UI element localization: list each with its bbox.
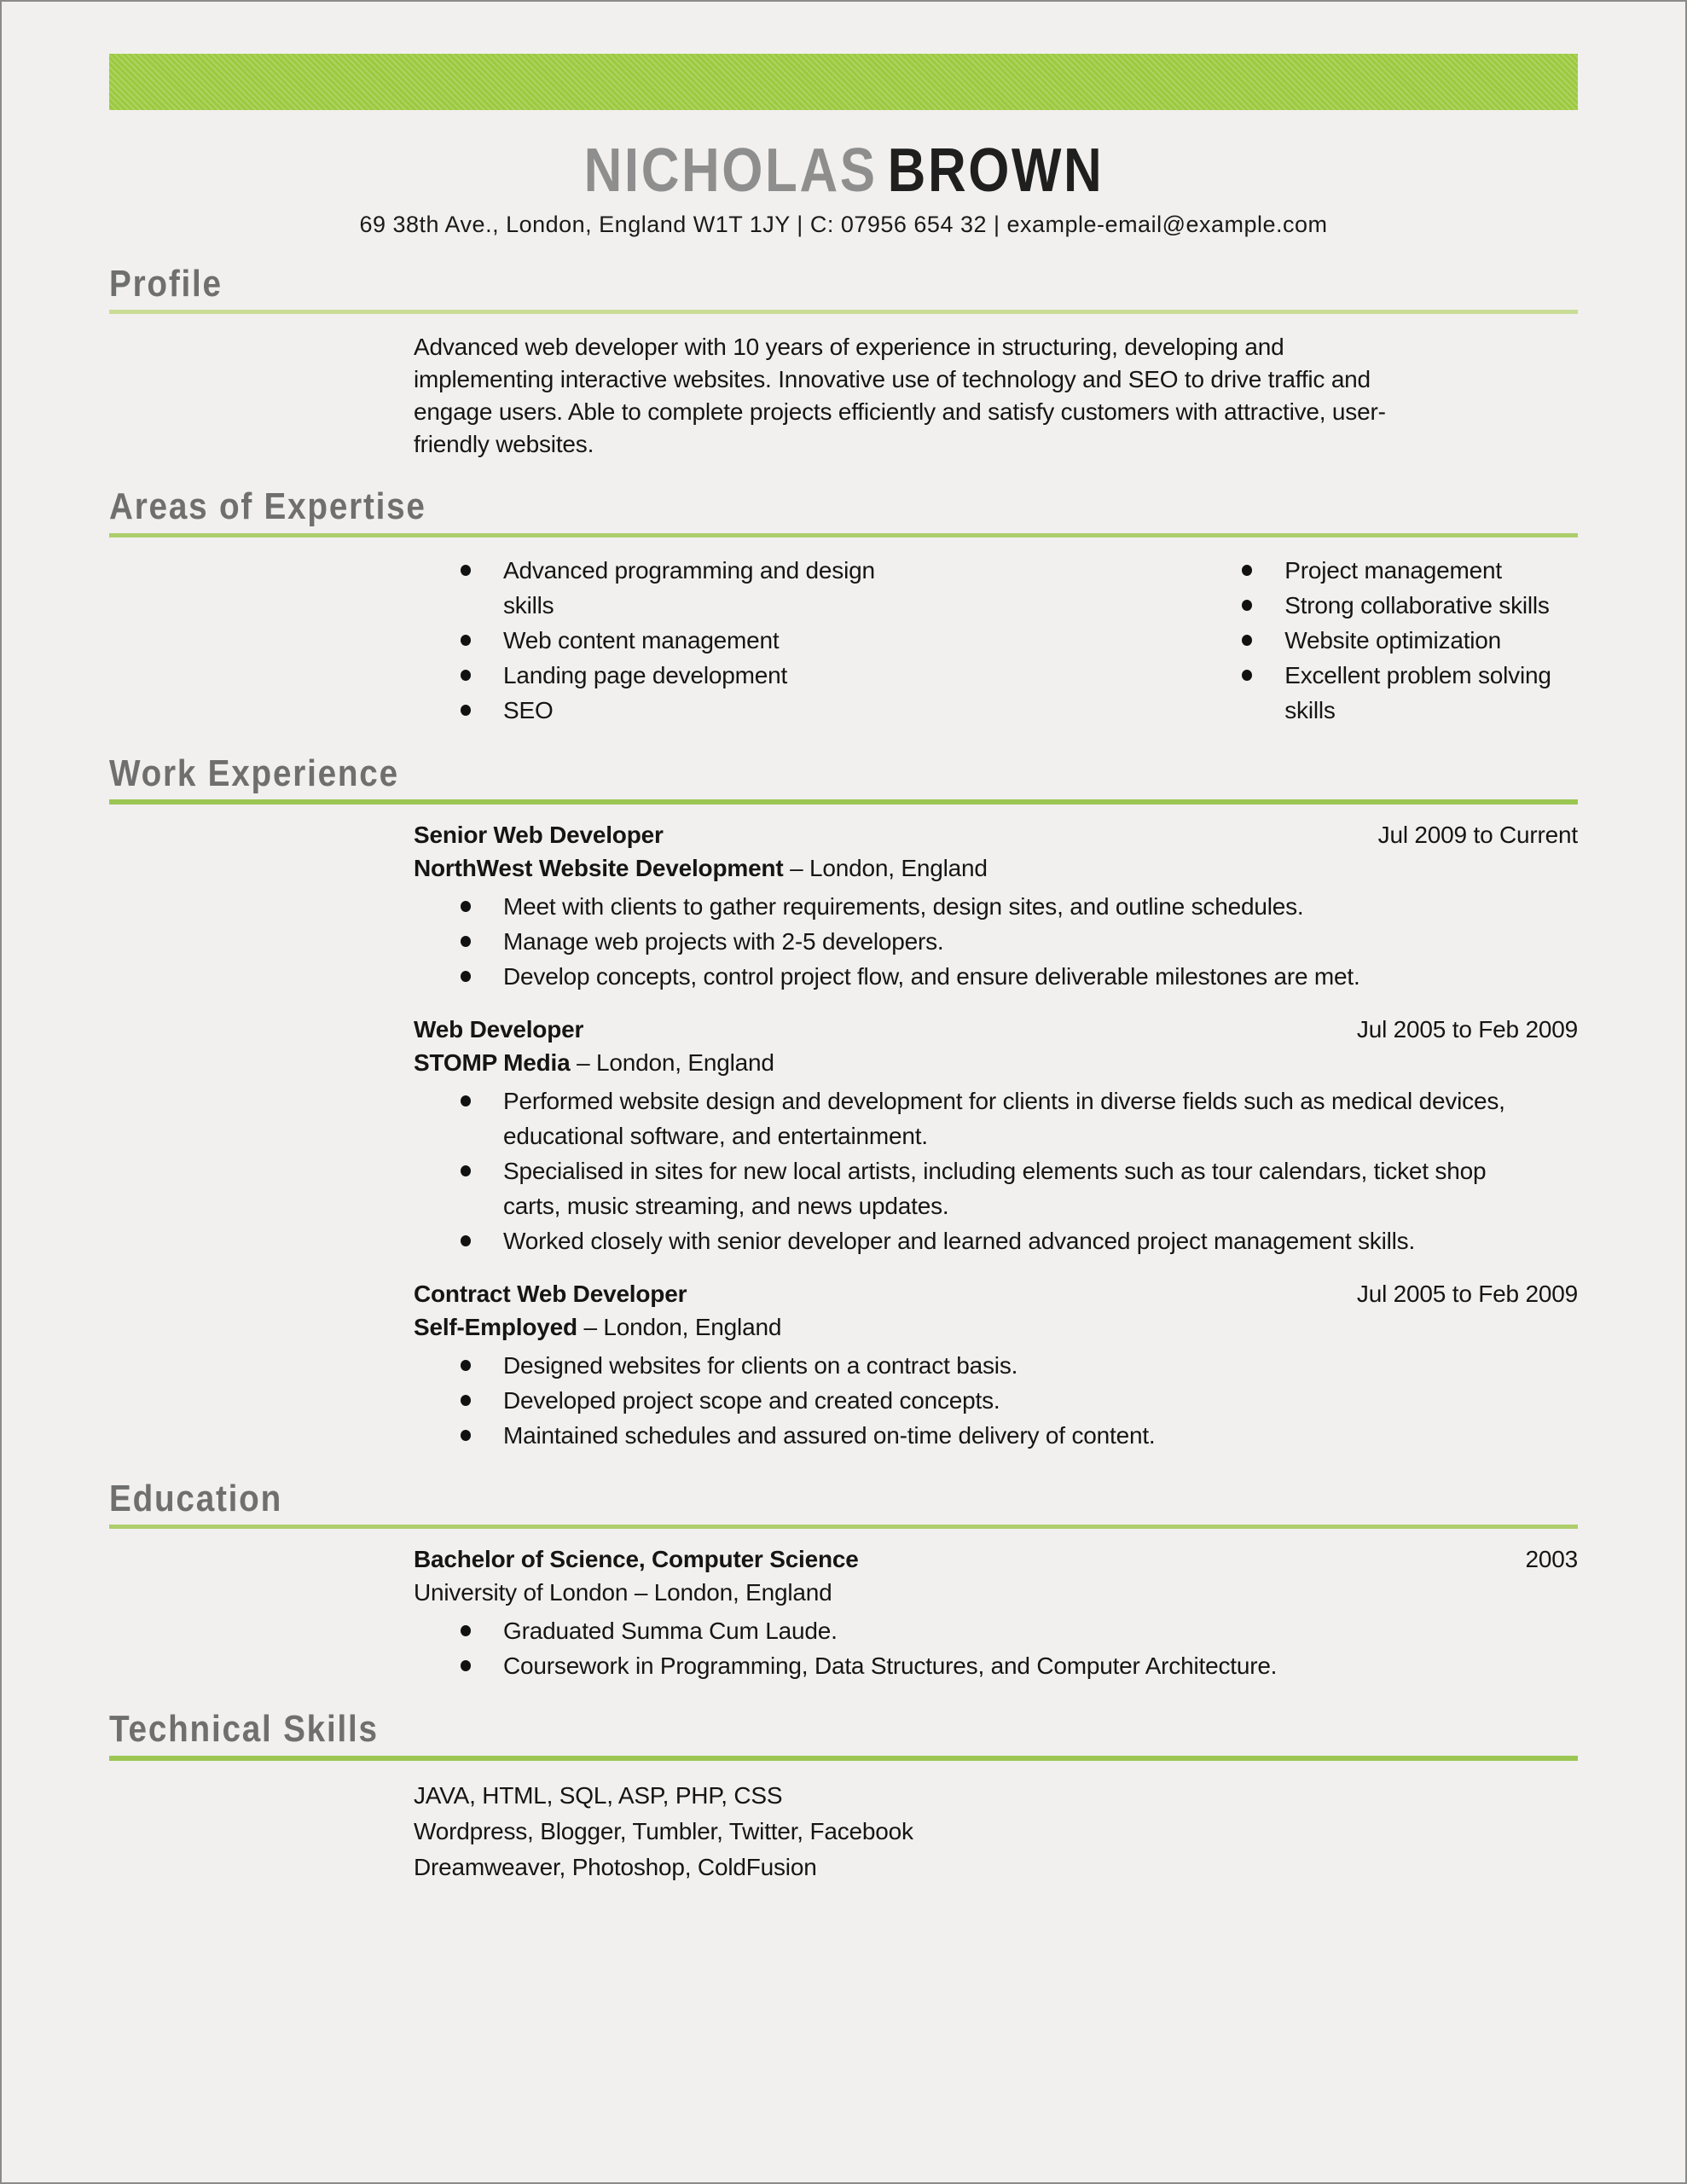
job-bullet-list <box>461 889 1578 994</box>
bullet-icon <box>461 670 471 681</box>
job-company-line <box>414 1314 1578 1341</box>
skills-line: Wordpress, Blogger, Tumbler, Twitter, Facebook <box>414 1817 913 1844</box>
list-item: Graduated Summa Cum Laude. <box>461 1613 1578 1648</box>
education-header <box>414 1546 1578 1573</box>
section-profile <box>109 264 1578 461</box>
section-expertise <box>109 486 1578 727</box>
education-title: Education <box>109 1477 283 1519</box>
contact-line: 69 38th Ave., London, England W1T 1JY | C: 07956 654 32 | example-email@example.com <box>359 211 1328 237</box>
job-entry <box>109 822 1578 994</box>
job-dates: Jul 2009 to Current <box>1377 821 1578 848</box>
list-item: Manage web projects with 2-5 developers. <box>461 924 1578 959</box>
list-item: Maintained schedules and assured on-time delivery of content. <box>461 1418 1578 1453</box>
skills-line: Dreamweaver, Photoshop, ColdFusion <box>414 1853 817 1880</box>
resume-content <box>2 54 1685 1885</box>
job-dates: Jul 2005 to Feb 2009 <box>1356 1280 1578 1307</box>
education-entry <box>109 1546 1578 1683</box>
job-company-line <box>414 1049 1578 1077</box>
skills-line: JAVA, HTML, SQL, ASP, PHP, CSS <box>414 1781 783 1809</box>
job-role: Contract Web Developer <box>414 1280 687 1307</box>
candidate-name <box>109 136 1578 206</box>
profile-rule <box>109 310 1578 314</box>
job-role: Web Developer <box>414 1015 584 1043</box>
job-location: – London, England <box>583 1313 782 1340</box>
bullet-icon <box>461 1395 471 1406</box>
job-dates: Jul 2005 to Feb 2009 <box>1356 1015 1578 1043</box>
section-work-experience <box>109 753 1578 1453</box>
list-item: Specialised in sites for new local artists, including elements such as tour calendars, ticket shop carts, music streaming, and news updates. <box>461 1153 1578 1223</box>
bullet-icon <box>461 1235 471 1246</box>
bullet-icon <box>461 901 471 912</box>
candidate-last-name: BROWN <box>887 136 1104 205</box>
section-education <box>109 1478 1578 1683</box>
list-item: Website optimization <box>1242 623 1578 658</box>
job-bullet-list <box>461 1348 1578 1453</box>
job-company-line <box>414 855 1578 882</box>
list-item: Strong collaborative skills <box>1242 588 1578 623</box>
work-experience-title: Work Experience <box>109 752 399 794</box>
expertise-list-left <box>461 553 890 728</box>
bullet-icon <box>1242 635 1252 646</box>
list-item: Developed project scope and created concepts. <box>461 1383 1578 1418</box>
candidate-first-name: NICHOLAS <box>583 136 878 205</box>
profile-title: Profile <box>109 262 223 305</box>
bullet-icon <box>461 936 471 947</box>
job-company: NorthWest Website Development <box>414 854 784 881</box>
job-entry <box>109 1281 1578 1453</box>
school-line: University of London – London, England <box>414 1579 832 1606</box>
bullet-icon <box>1242 670 1252 681</box>
bullet-icon <box>461 1430 471 1441</box>
list-item: Project management <box>1242 553 1578 588</box>
bullet-icon <box>461 635 471 646</box>
technical-skills-rule <box>109 1756 1578 1761</box>
skills-lines <box>414 1778 1578 1885</box>
job-bullet-list <box>461 1083 1578 1258</box>
bullet-icon <box>1242 600 1252 611</box>
list-item: Designed websites for clients on a contract basis. <box>461 1348 1578 1383</box>
accent-bar <box>109 54 1578 110</box>
section-technical-skills <box>109 1709 1578 1885</box>
list-item: Worked closely with senior developer and learned advanced project management skills. <box>461 1223 1578 1258</box>
job-header <box>414 822 1578 849</box>
list-item: Web content management <box>461 623 890 658</box>
bullet-icon <box>461 1095 471 1107</box>
education-rule <box>109 1525 1578 1529</box>
expertise-columns <box>109 553 1578 728</box>
list-item: Performed website design and development for clients in diverse fields such as medical devices, educational software, and entertainment. <box>461 1083 1578 1153</box>
bullet-icon <box>461 705 471 716</box>
job-header <box>414 1281 1578 1308</box>
job-entry <box>109 1016 1578 1258</box>
list-item: Coursework in Programming, Data Structures, and Computer Architecture. <box>461 1648 1578 1683</box>
bullet-icon <box>461 565 471 576</box>
expertise-list-right <box>1242 553 1578 728</box>
job-role: Senior Web Developer <box>414 821 664 848</box>
bullet-icon <box>461 1660 471 1671</box>
bullet-icon <box>461 971 471 982</box>
technical-skills-title: Technical Skills <box>109 1708 379 1751</box>
job-location: – London, England <box>790 854 988 881</box>
expertise-title: Areas of Expertise <box>109 485 426 528</box>
work-experience-rule <box>109 799 1578 804</box>
list-item: Develop concepts, control project flow, and ensure deliverable milestones are met. <box>461 959 1578 994</box>
job-company: Self-Employed <box>414 1313 577 1340</box>
list-item: Landing page development <box>461 658 890 693</box>
expertise-rule <box>109 533 1578 537</box>
job-company: STOMP Media <box>414 1048 571 1076</box>
bullet-icon <box>461 1165 471 1176</box>
bullet-icon <box>461 1625 471 1636</box>
profile-summary: Advanced web developer with 10 years of experience in structuring, developing and implementing interactive websites. Innovative use of technology and SEO to drive traffic and engage users. Able to complete projects efficiently and satisfy customers with attractive, user-friendly websites. <box>414 334 1386 458</box>
list-item: SEO <box>461 693 890 728</box>
list-item: Meet with clients to gather requirements, design sites, and outline schedules. <box>461 889 1578 924</box>
bullet-icon <box>461 1360 471 1371</box>
education-bullet-list <box>461 1613 1578 1683</box>
list-item: Advanced programming and design skills <box>461 553 890 623</box>
list-item: Excellent problem solving skills <box>1242 658 1578 728</box>
degree: Bachelor of Science, Computer Science <box>414 1546 859 1573</box>
bullet-icon <box>1242 565 1252 576</box>
graduation-year: 2003 <box>1525 1546 1578 1573</box>
job-location: – London, England <box>577 1048 774 1076</box>
job-header <box>414 1016 1578 1043</box>
